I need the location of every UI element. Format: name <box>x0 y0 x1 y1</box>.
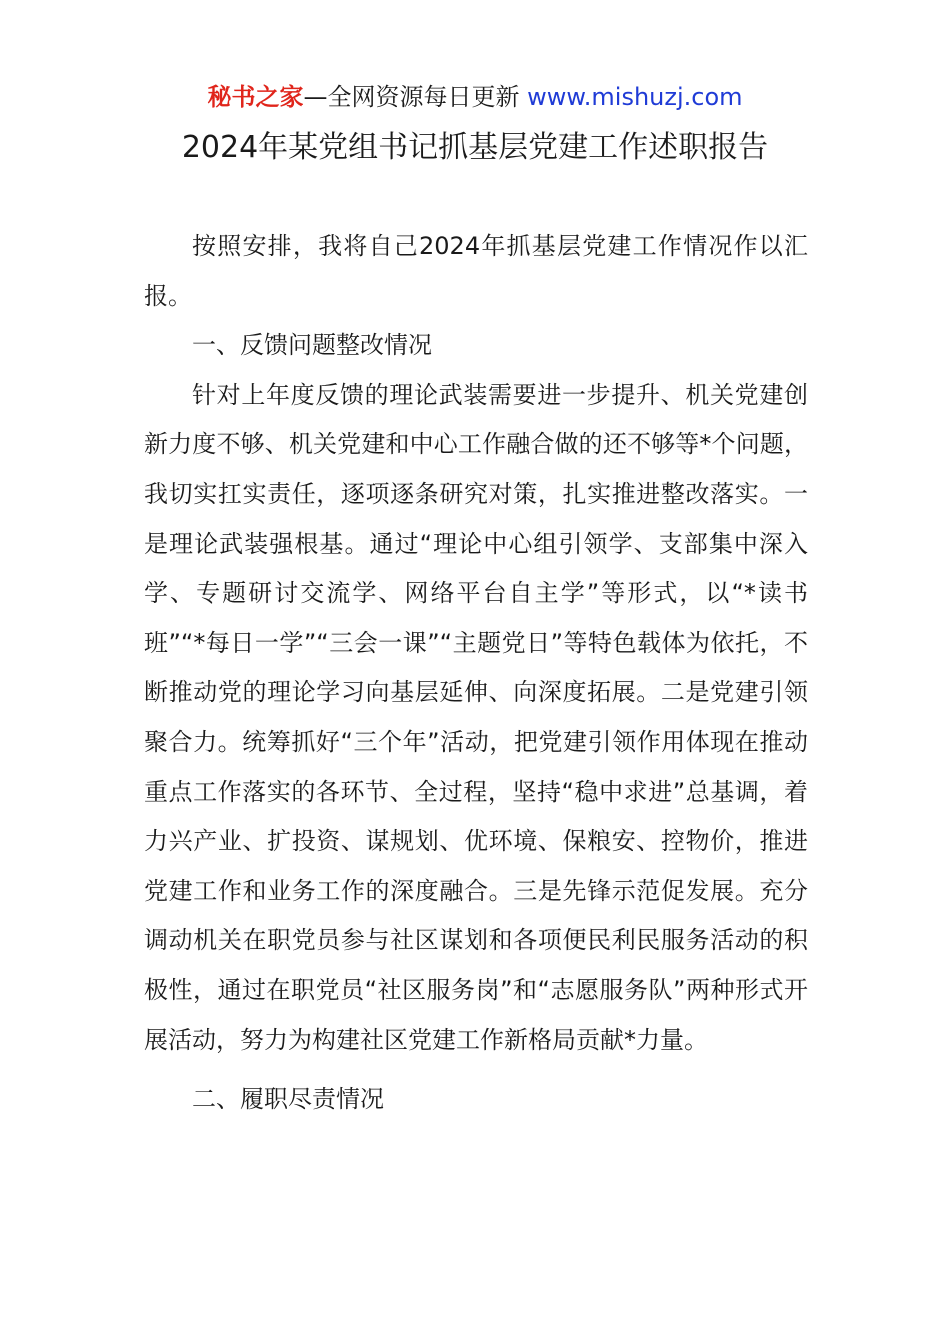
intro-paragraph: 按照安排，我将自己2024年抓基层党建工作情况作以汇报。 <box>144 232 808 310</box>
banner-slogan: —全网资源每日更新 <box>303 83 520 111</box>
document-body <box>144 222 808 1125</box>
section-gap <box>144 1065 808 1075</box>
section-1-paragraph: 针对上年度反馈的理论武装需要进一步提升、机关党建创新力度不够、机关党建和中心工作融合做的还不够等*个问题，我切实扛实责任，逐项逐条研究对策，扎实推进整改落实。一是理论武装强根基。通过“理论中心组引领学、支部集中深入学、专题研讨交流学、网络平台自主学”等形式，以“*读书班”“*每日一学”“三会一课”“主题党日”等特色载体为依托，不断推动党的理论学习向基层延伸、向深度拓展。二是党建引领聚合力。统筹抓好“三个年”活动，把党建引领作用体现在推动重点工作落实的各环节、全过程，坚持“稳中求进”总基调，着力兴产业、扩投资、谋规划、优环境、保粮安、控物价，推进党建工作和业务工作的深度融合。三是先锋示范促发展。充分调动机关在职党员参与社区谋划和各项便民利民服务活动的积极性，通过在职党员“社区服务岗”和“志愿服务队”两种形式开展活动，努力为构建社区党建工作新格局贡献*力量。 <box>144 380 808 1054</box>
banner-brand: 秘书之家 <box>207 83 304 111</box>
site-banner <box>0 80 950 114</box>
banner-url-link[interactable]: www.mishuzj.com <box>527 83 743 111</box>
section-2-heading: 二、履职尽责情况 <box>192 1085 384 1114</box>
section-1-heading: 一、反馈问题整改情况 <box>192 331 432 360</box>
document-title: 2024年某党组书记抓基层党建工作述职报告 <box>181 130 769 165</box>
